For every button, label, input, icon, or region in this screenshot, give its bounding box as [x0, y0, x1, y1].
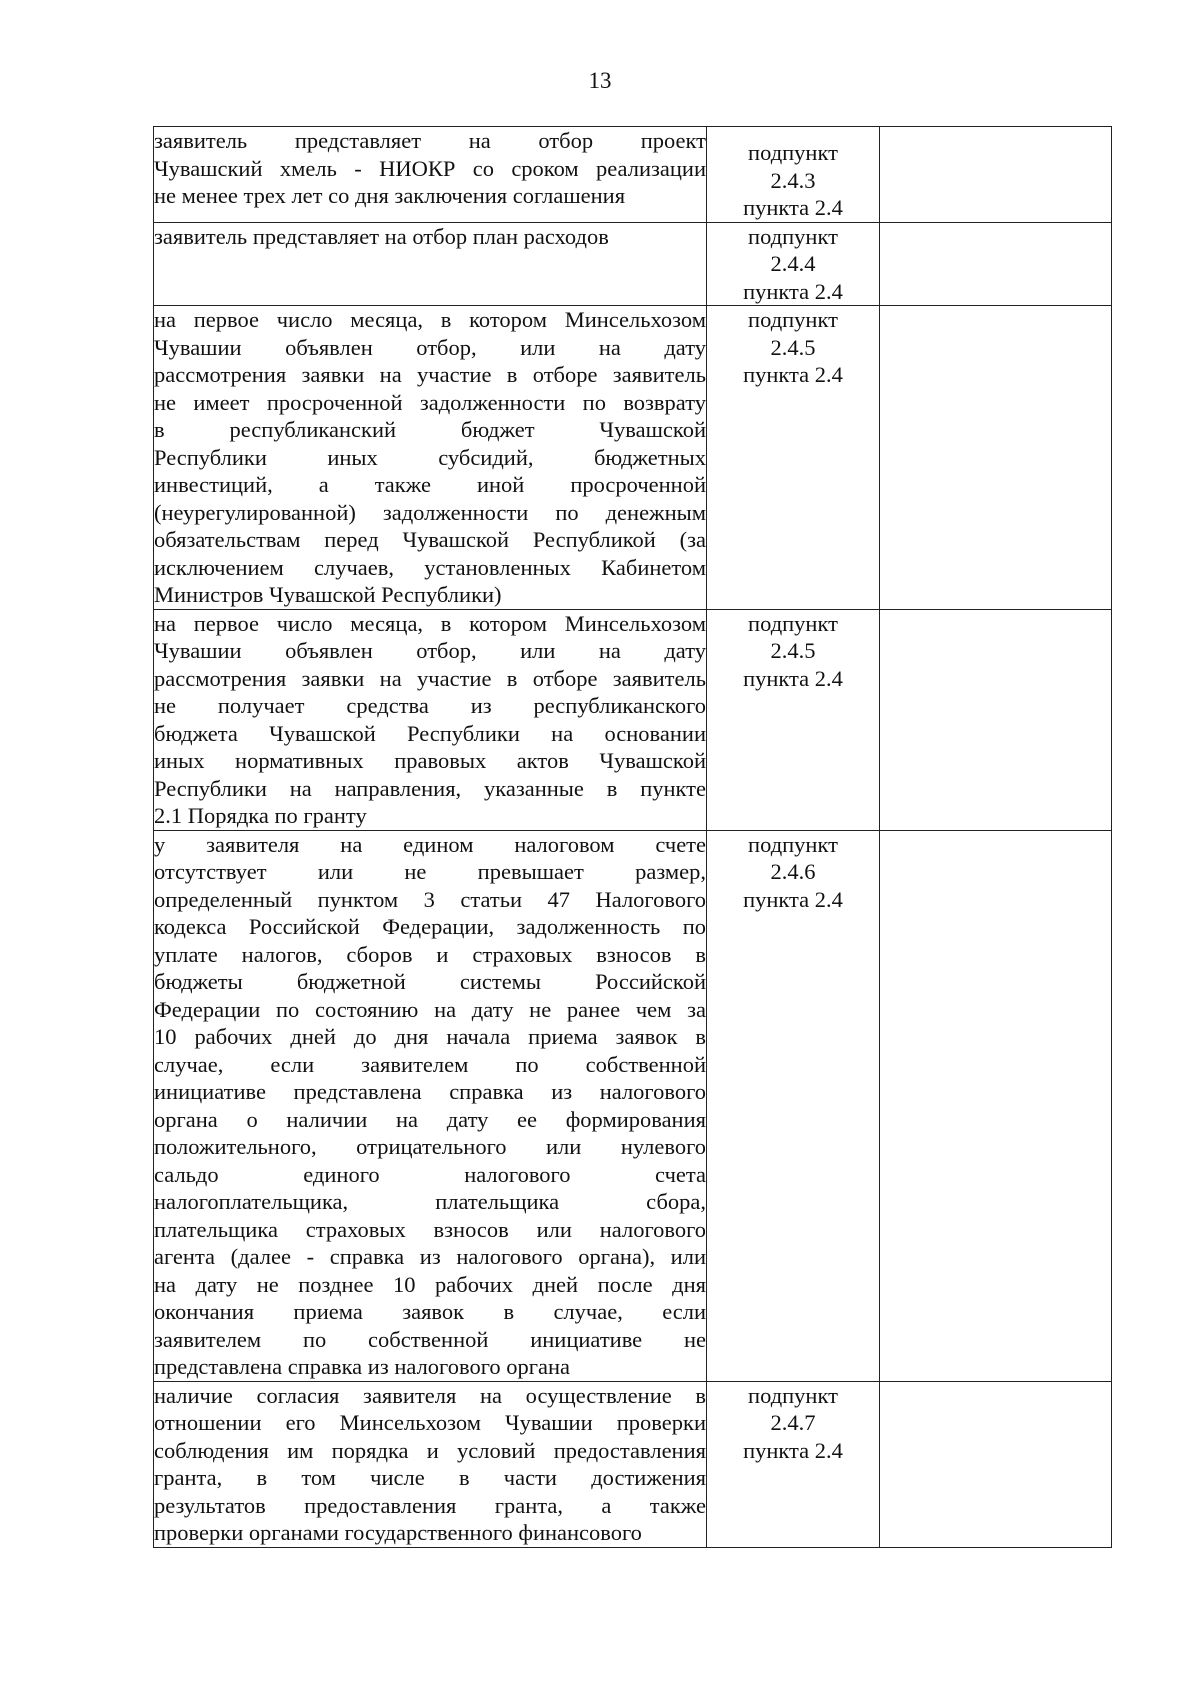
requirement-text-line: представлена справка из налогового органа: [154, 1354, 570, 1379]
requirement-text-line: агента (далее - справка из налогового органа), или: [154, 1244, 706, 1269]
reference-line: пункта 2.4: [743, 278, 843, 304]
requirement-text-line: налогоплательщика, плательщика сбора,: [154, 1189, 706, 1214]
requirement-text-line: в республиканский бюджет Чувашской: [154, 417, 706, 442]
reference-line: 2.4.5: [770, 334, 816, 360]
requirement-text-line: Республики на направления, указанные в пункте: [154, 775, 706, 801]
requirement-text-line: кодекса Российской Федерации, задолженность по: [154, 914, 706, 939]
empty-cell: [880, 830, 1112, 1381]
requirement-text-line: на первое число месяца, в котором Минсельхозом: [154, 610, 706, 636]
reference-cell: [707, 609, 880, 830]
reference-line: подпункт: [748, 307, 838, 332]
requirement-text-cell: [154, 127, 707, 223]
reference-line: пункта 2.4: [743, 665, 843, 691]
table-row: [154, 1381, 1112, 1547]
requirement-text-line: положительного, отрицательного или нулевого: [154, 1134, 706, 1159]
reference-cell: [707, 222, 880, 306]
requirement-text-line: инвестиций, а также иной просроченной: [154, 472, 706, 497]
requirement-text-line: 2.1 Порядка по гранту: [154, 803, 367, 828]
requirement-text-line: органа о наличии на дату ее формирования: [154, 1106, 706, 1132]
requirement-text-line: не получает средства из республиканского: [154, 693, 706, 718]
requirement-text-line: гранта, в том числе в части достижения: [154, 1465, 706, 1490]
reference-cell: [707, 127, 880, 223]
reference-line: подпункт: [748, 223, 838, 249]
requirement-text-line: не менее трех лет со дня заключения соглашения: [154, 183, 626, 208]
requirement-text-line: отношении его Минсельхозом Чувашии проверки: [154, 1410, 706, 1435]
requirement-text-line: проверки органами государственного финансового: [154, 1520, 642, 1545]
reference-cell: [707, 306, 880, 610]
requirement-text-line: (неурегулированной) задолженности по денежным: [154, 499, 706, 525]
requirement-text-line: Чувашии объявлен отбор, или на дату: [154, 334, 706, 360]
reference-line: 2.4.5: [770, 638, 816, 663]
empty-cell: [880, 127, 1112, 223]
requirement-text-line: случае, если заявителем по собственной: [154, 1051, 706, 1077]
requirement-text-line: бюджета Чувашской Республики на основании: [154, 720, 706, 746]
requirement-text-line: инициативе представлена справка из налогового: [154, 1079, 706, 1104]
empty-cell: [880, 222, 1112, 306]
reference-line: подпункт: [748, 610, 838, 636]
reference-line: 2.4.4: [770, 251, 816, 276]
empty-cell: [880, 1381, 1112, 1547]
requirement-text-line: заявителем по собственной инициативе не: [154, 1326, 706, 1352]
requirement-text-line: Чувашии объявлен отбор, или на дату: [154, 638, 706, 663]
requirement-text-line: наличие согласия заявителя на осуществление в: [154, 1382, 706, 1408]
table-row: [154, 127, 1112, 223]
reference-line: 2.4.6: [770, 859, 816, 884]
reference-line: пункта 2.4: [743, 362, 843, 387]
reference-line: пункта 2.4: [743, 195, 843, 220]
criteria-table: [153, 126, 1112, 1548]
requirement-text-line: на первое число месяца, в котором Минсельхозом: [154, 307, 706, 332]
requirement-text-cell: [154, 306, 707, 610]
requirement-text-line: обязательствам перед Чувашской Республикой (за: [154, 527, 706, 552]
requirement-text-line: плательщика страховых взносов или налогового: [154, 1216, 706, 1242]
requirement-text-line: 10 рабочих дней до дня начала приема заявок в: [154, 1024, 706, 1049]
requirement-text-line: не имеет просроченной задолженности по возврату: [154, 389, 706, 415]
reference-line: подпункт: [748, 140, 838, 165]
requirement-text-line: окончания приема заявок в случае, если: [154, 1299, 706, 1324]
requirement-text-line: Чувашский хмель - НИОКР со сроком реализации: [154, 155, 706, 181]
reference-line: подпункт: [748, 1382, 838, 1408]
reference-cell: [707, 1381, 880, 1547]
requirement-text-cell: [154, 830, 707, 1381]
requirement-text-line: Республики иных субсидий, бюджетных: [154, 444, 706, 470]
requirement-text-line: результатов предоставления гранта, а также: [154, 1492, 706, 1518]
table-row: [154, 222, 1112, 306]
requirement-text-line: исключением случаев, установленных Кабинетом: [154, 554, 706, 580]
requirement-text-line: отсутствует или не превышает размер,: [154, 859, 706, 884]
requirement-text-line: у заявителя на едином налоговом счете: [154, 831, 706, 857]
requirement-text-line: бюджеты бюджетной системы Российской: [154, 969, 706, 994]
requirement-text-cell: [154, 222, 707, 306]
table-row: [154, 306, 1112, 610]
requirement-text-line: заявитель представляет на отбор проект: [154, 128, 706, 153]
empty-cell: [880, 306, 1112, 610]
requirement-text-line: соблюдения им порядка и условий предоставления: [154, 1437, 706, 1463]
page-number: 13: [588, 68, 612, 93]
requirement-text-line: сальдо единого налогового счета: [154, 1161, 706, 1187]
reference-line: пункта 2.4: [743, 886, 843, 912]
table-row: [154, 830, 1112, 1381]
requirement-text-line: иных нормативных правовых актов Чувашской: [154, 748, 706, 773]
requirement-text-line: Министров Чувашской Республики): [154, 582, 502, 607]
reference-line: 2.4.7: [770, 1410, 816, 1435]
reference-line: 2.4.3: [770, 167, 816, 193]
requirement-text-line: рассмотрения заявки на участие в отборе заявитель: [154, 665, 706, 691]
requirement-text-line: определенный пунктом 3 статьи 47 Налогового: [154, 886, 706, 912]
requirement-text-line: уплате налогов, сборов и страховых взносов в: [154, 941, 706, 967]
requirement-text-line: рассмотрения заявки на участие в отборе заявитель: [154, 362, 706, 387]
requirement-text-line: заявитель представляет на отбор план расходов: [154, 223, 609, 249]
requirement-text-cell: [154, 1381, 707, 1547]
empty-cell: [880, 609, 1112, 830]
requirement-text-cell: [154, 609, 707, 830]
requirement-text-line: Федерации по состоянию на дату не ранее чем за: [154, 996, 706, 1022]
requirement-text-line: на дату не позднее 10 рабочих дней после дня: [154, 1271, 706, 1297]
reference-cell: [707, 830, 880, 1381]
reference-line: пункта 2.4: [743, 1437, 843, 1463]
table-row: [154, 609, 1112, 830]
reference-line: подпункт: [748, 831, 838, 857]
